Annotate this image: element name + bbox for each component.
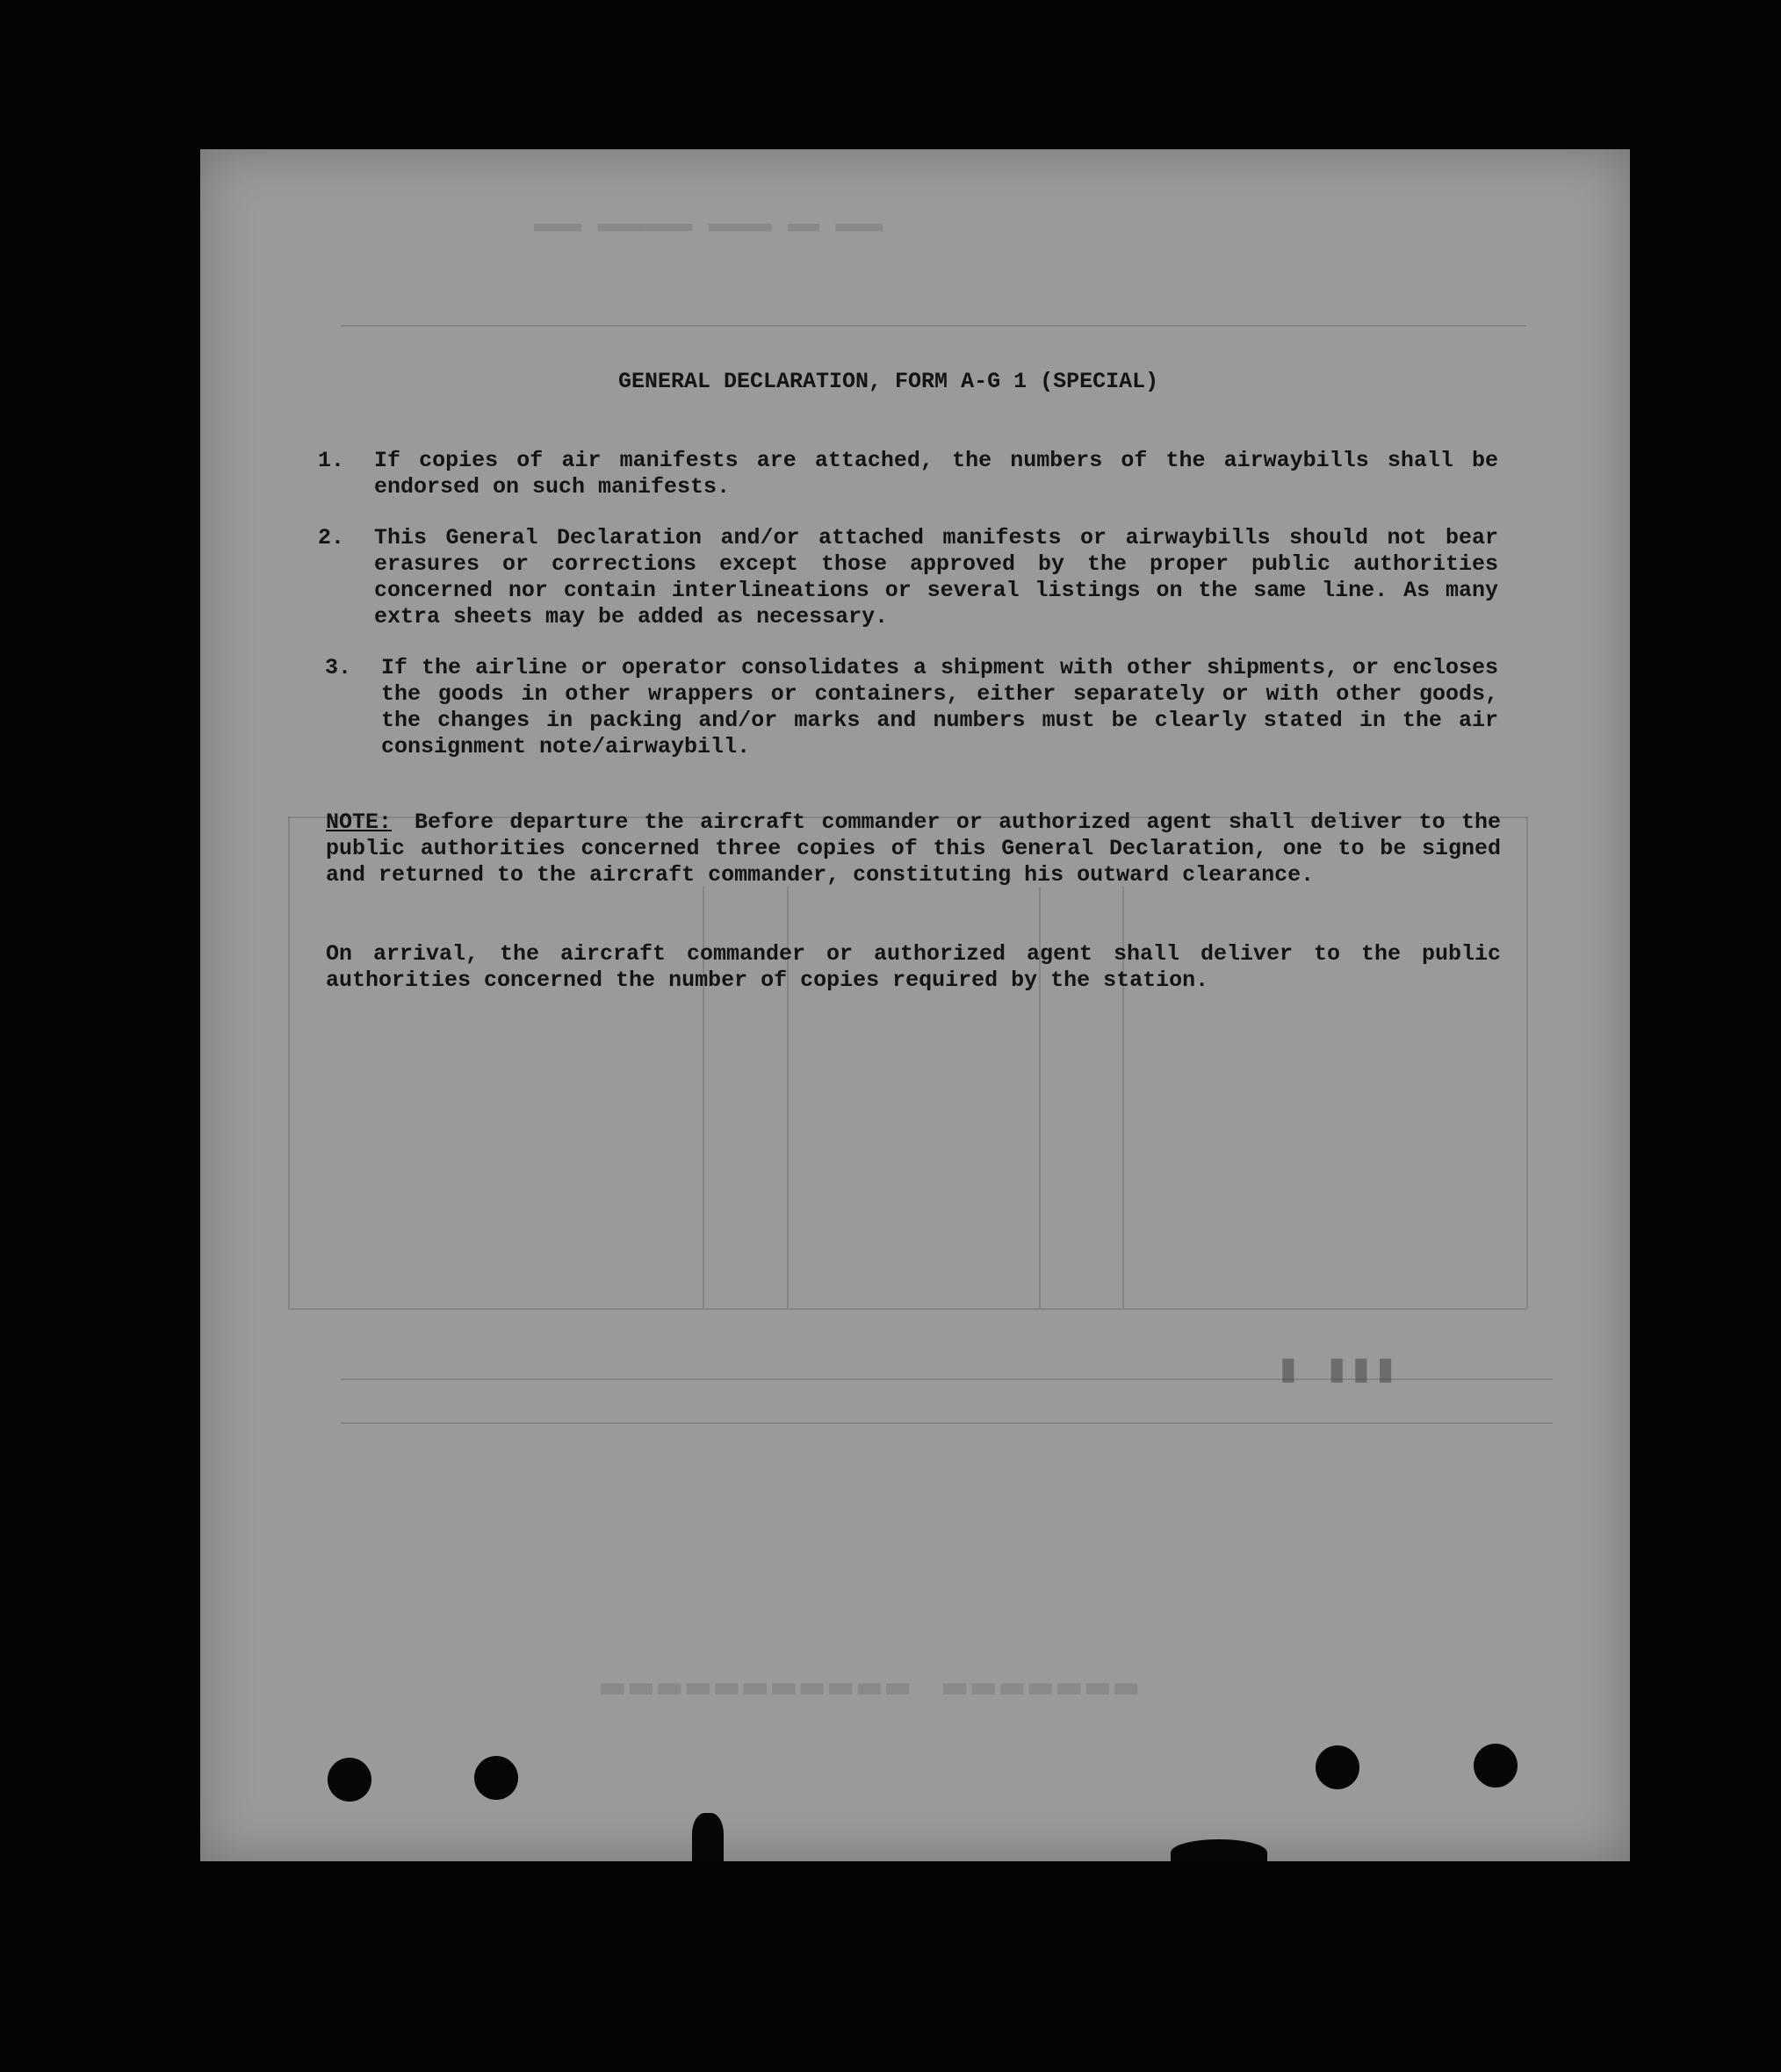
instruction-number: 3. <box>325 655 352 680</box>
punch-hole <box>474 1756 518 1800</box>
instruction-number: 1. <box>318 448 345 473</box>
document-page <box>200 149 1630 1861</box>
punch-hole <box>1474 1744 1518 1788</box>
bleed-through-rule <box>341 325 1526 327</box>
bleed-through-rule <box>288 1308 1526 1310</box>
arrival-paragraph: On arrival, the aircraft commander or authorized agent shall deliver to the public authorities concerned the number of copies required by the station. <box>326 941 1501 993</box>
bleed-through-table-border <box>1526 817 1528 1308</box>
note-label: NOTE: <box>326 809 393 835</box>
torn-edge <box>1171 1839 1267 1861</box>
note-paragraph <box>326 809 1501 889</box>
punch-hole <box>1316 1745 1359 1789</box>
instruction-number: 2. <box>318 525 345 550</box>
form-title: GENERAL DECLARATION, FORM A-G 1 (SPECIAL) <box>618 369 1159 394</box>
bleed-through-footer: ▬▬▬▬▬▬▬ ▬▬▬▬▬▬▬▬▬▬▬ <box>595 1664 1138 1709</box>
bleed-through-table-border <box>288 817 290 1308</box>
bleed-through-rule <box>341 1422 1553 1424</box>
bleed-through-stamp: ▮▮▮ ▮ <box>1276 1343 1398 1391</box>
torn-edge <box>692 1813 724 1861</box>
instruction-text: If the airline or operator consolidates a shipment with other shipments, or encloses the goods in other wrappers or containers, either separately or with other goods, the changes in packing and/or marks and numbers must be clearly stated in the air consignment note/airwaybill. <box>381 655 1498 759</box>
instruction-text: This General Declaration and/or attached manifests or airwaybills should not bear erasures or corrections except those approved by the proper public authorities concerned nor contain interlineations or several listings on the same line. As many extra sheets may be added as necessary. <box>374 525 1498 630</box>
bleed-through-header: ▬▬▬ ▬▬ ▬▬▬▬ ▬▬▬▬▬▬ ▬▬▬ <box>534 211 883 241</box>
instruction-text: If copies of air manifests are attached, the numbers of the airwaybills shall be endorsed on such manifests. <box>374 448 1498 500</box>
punch-hole <box>328 1758 371 1802</box>
note-text: Before departure the aircraft commander or authorized agent shall deliver to the public authorities concerned three copies of this General Declaration, one to be signed and returned to the aircraft commander, constituting his outward clearance. <box>326 809 1501 888</box>
